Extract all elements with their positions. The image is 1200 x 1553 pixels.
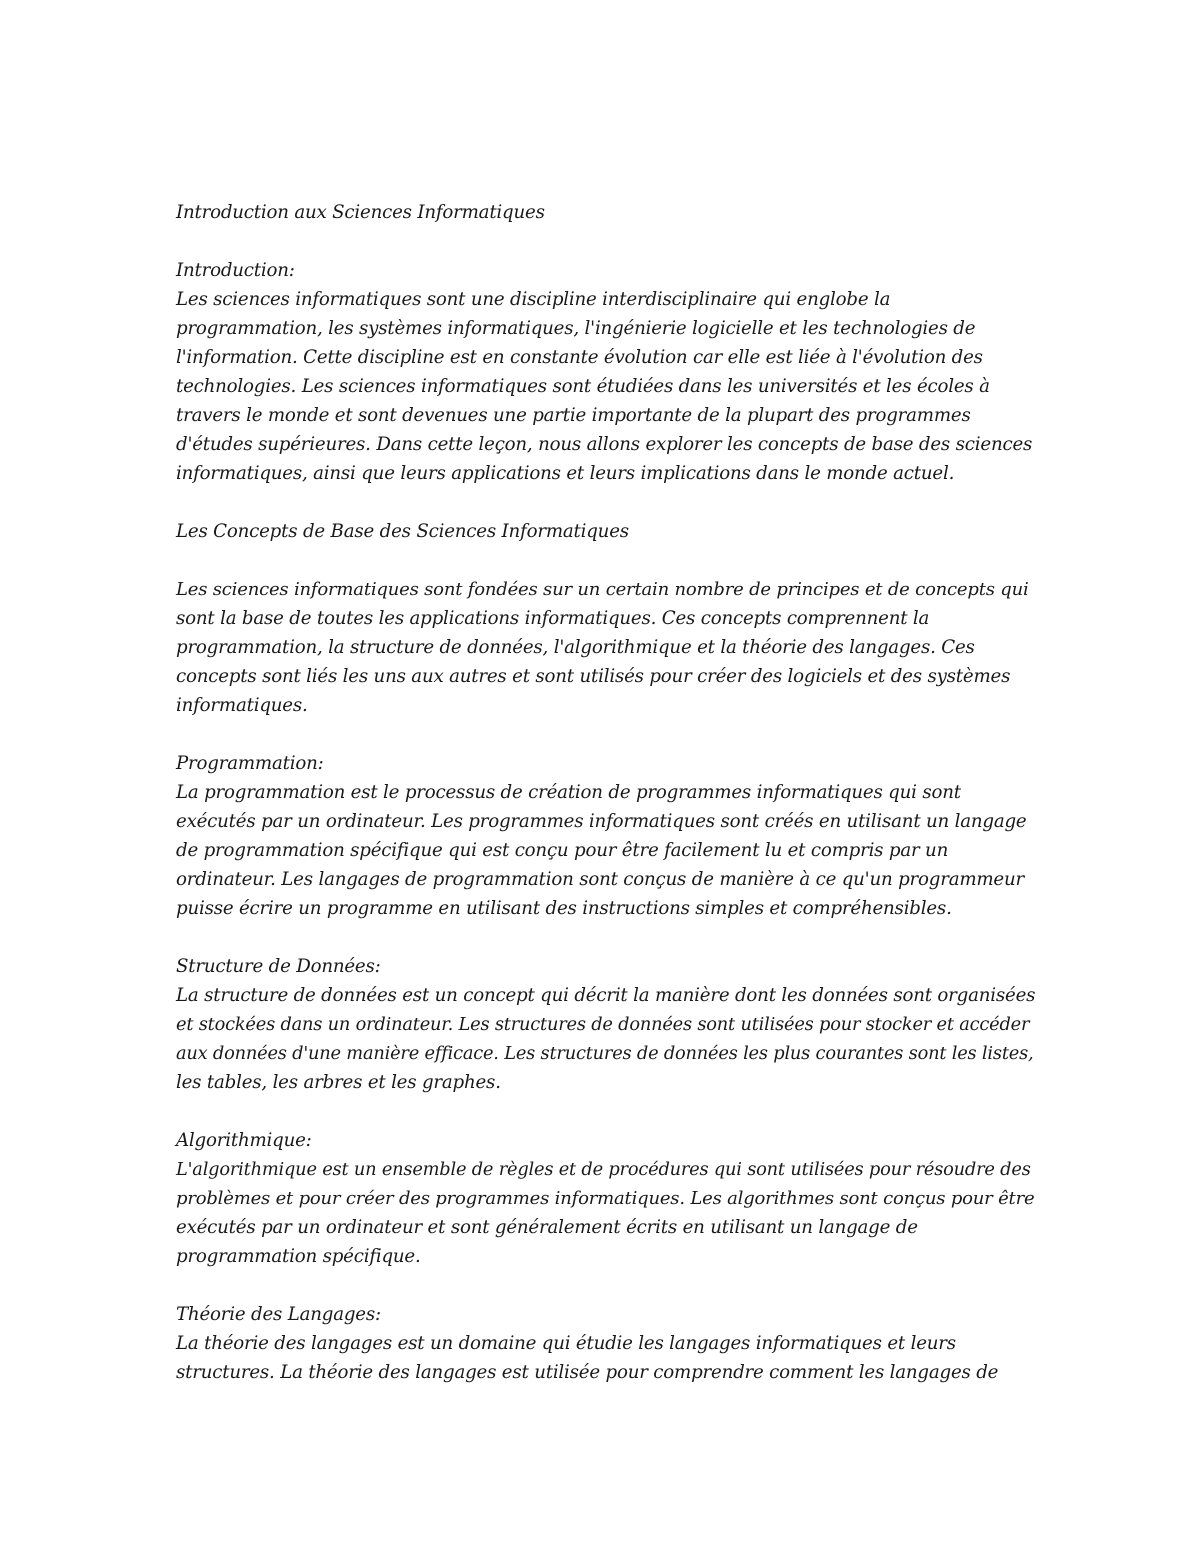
section-heading-theorie-des-langages: Théorie des Langages:: [176, 1304, 381, 1325]
paragraph-line: L'algorithmique est un ensemble de règles et de procédures qui sont utilisées pour résoudre des: [176, 1159, 1031, 1180]
spacer: [176, 1271, 1036, 1300]
section-heading-programmation: Programmation:: [176, 753, 324, 774]
paragraph-line: problèmes et pour créer des programmes informatiques. Les algorithmes sont conçus pour être: [176, 1188, 1035, 1209]
document-title: Introduction aux Sciences Informatiques: [176, 202, 545, 223]
paragraph-line: puisse écrire un programme en utilisant des instructions simples et compréhensibles.: [176, 898, 952, 919]
paragraph-line: et stockées dans un ordinateur. Les structures de données sont utilisées pour stocker et accéder: [176, 1014, 1030, 1035]
paragraph-line: exécutés par un ordinateur. Les programmes informatiques sont créés en utilisant un langage: [176, 811, 1027, 832]
section-heading-structure-de-donnees: Structure de Données:: [176, 956, 381, 977]
paragraph-line: de programmation spécifique qui est conçu pour être facilement lu et compris par un: [176, 840, 949, 861]
paragraph-line: Les sciences informatiques sont une discipline interdisciplinaire qui englobe la: [176, 289, 891, 310]
paragraph-line: La théorie des langages est un domaine qui étudie les langages informatiques et leurs: [176, 1333, 956, 1354]
paragraph-line: Les sciences informatiques sont fondées sur un certain nombre de principes et de concepts qui: [176, 579, 1029, 600]
paragraph-line: La programmation est le processus de création de programmes informatiques qui sont: [176, 782, 961, 803]
spacer: [176, 720, 1036, 749]
paragraph-line: structures. La théorie des langages est utilisée pour comprendre comment les langages de: [176, 1362, 999, 1383]
section-heading-introduction: Introduction:: [176, 260, 295, 281]
spacer: [176, 227, 1036, 256]
document-body: [176, 198, 1036, 1387]
spacer: [176, 546, 1036, 575]
paragraph-line: d'études supérieures. Dans cette leçon, nous allons explorer les concepts de base des sciences: [176, 434, 1033, 455]
spacer: [176, 488, 1036, 517]
paragraph-line: programmation spécifique.: [176, 1246, 421, 1267]
paragraph-line: aux données d'une manière efficace. Les structures de données les plus courantes sont les listes,: [176, 1043, 1034, 1064]
paragraph-line: l'information. Cette discipline est en constante évolution car elle est liée à l'évolution des: [176, 347, 983, 368]
paragraph-line: informatiques.: [176, 695, 308, 716]
paragraph-line: les tables, les arbres et les graphes.: [176, 1072, 501, 1093]
paragraph-line: ordinateur. Les langages de programmation sont conçus de manière à ce qu'un programmeur: [176, 869, 1025, 890]
section-heading-algorithmique: Algorithmique:: [176, 1130, 312, 1151]
paragraph-line: informatiques, ainsi que leurs applications et leurs implications dans le monde actuel.: [176, 463, 955, 484]
paragraph-line: programmation, la structure de données, l'algorithmique et la théorie des langages. Ces: [176, 637, 975, 658]
paragraph-line: programmation, les systèmes informatiques, l'ingénierie logicielle et les technologies de: [176, 318, 976, 339]
paragraph-line: exécutés par un ordinateur et sont généralement écrits en utilisant un langage de: [176, 1217, 918, 1238]
spacer: [176, 923, 1036, 952]
paragraph-line: La structure de données est un concept qui décrit la manière dont les données sont organisées: [176, 985, 1036, 1006]
spacer: [176, 1097, 1036, 1126]
paragraph-line: concepts sont liés les uns aux autres et sont utilisés pour créer des logiciels et des systèmes: [176, 666, 1011, 687]
section-heading-concepts: Les Concepts de Base des Sciences Informatiques: [176, 521, 629, 542]
paragraph-line: sont la base de toutes les applications informatiques. Ces concepts comprennent la: [176, 608, 930, 629]
paragraph-line: travers le monde et sont devenues une partie importante de la plupart des programmes: [176, 405, 971, 426]
paragraph-line: technologies. Les sciences informatiques sont étudiées dans les universités et les écoles à: [176, 376, 990, 397]
